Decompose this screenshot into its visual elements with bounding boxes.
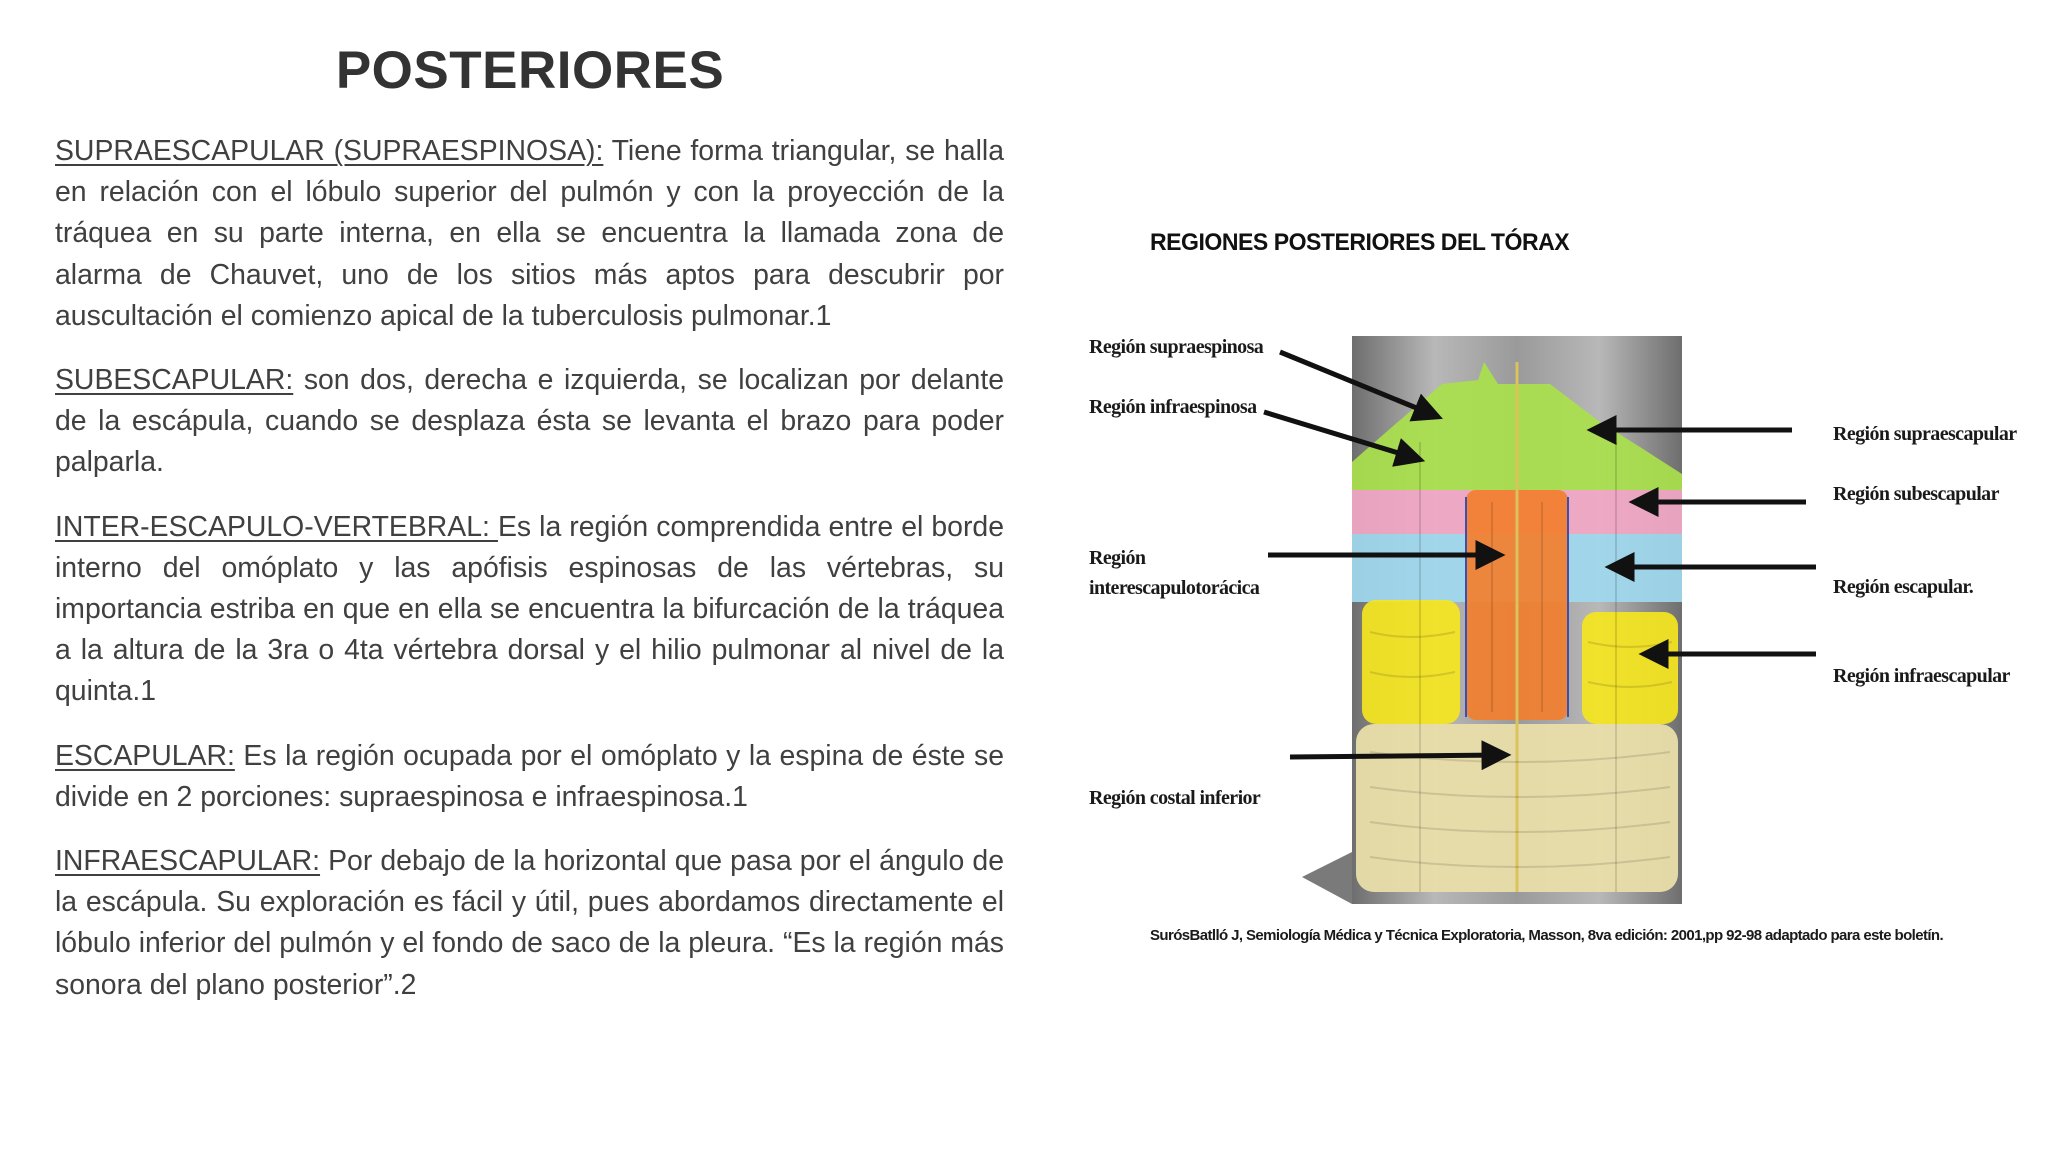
- figure-title: REGIONES POSTERIORES DEL TÓRAX: [1150, 229, 1570, 256]
- region-infraescapular-right: [1582, 612, 1678, 724]
- region-infraescapular-left: [1362, 600, 1460, 724]
- term-subescapular: SUBESCAPULAR:: [55, 364, 294, 397]
- label-escapular: Región escapular.: [1833, 576, 1974, 598]
- text-subescapular: son dos, derecha e izquierda, se localizan por delante de la escápula, cuando se desplaza ésta se levanta el brazo para poder palparla.: [55, 364, 1004, 479]
- label-costal-inferior: Región costal inferior: [1089, 787, 1261, 809]
- section-subescapular: [55, 360, 1004, 484]
- back-photo-shadow: [1302, 852, 1352, 904]
- figure-caption: SurósBatlló J, Semiología Médica y Técnica Exploratoria, Masson, 8va edición: 2001,pp 92-98 adaptado para este boletín.: [1150, 927, 1944, 944]
- section-escapular: [55, 736, 1004, 818]
- text-infraescapular: Por debajo de la horizontal que pasa por el ángulo de la escápula. Su exploración es fácil y útil, pues abordamos directamente el lóbulo inferior del pulmón y el fondo de saco de la pleura. “Es la región más sonora del plano posterior”.2: [55, 845, 1004, 1001]
- section-infraescapular: [55, 841, 1004, 1006]
- text-escapular: Es la región ocupada por el omóplato y la espina de éste se divide en 2 porciones: supraespinosa e infraespinosa.1: [55, 739, 1004, 813]
- arrow-costal-inferior: [1290, 755, 1504, 757]
- text-supraescapular: Tiene forma triangular, se halla en relación con el lóbulo superior del pulmón y con la proyección de la tráquea en su parte interna, en ella se encuentra la llamada zona de alarma de Chauvet, uno de los sitios más aptos para descubrir por auscultación el comienzo apical de la tuberculosis pulmonar.1: [55, 135, 1004, 332]
- label-interescapulotoracica-1: Región: [1089, 547, 1146, 569]
- text-inter-escapulo-vertebral: Es la región comprendida entre el borde interno del omóplato y las apófisis espinosas de las vértebras, su importancia estriba en que en ella se encuentra la bifurcación de la tráquea a la altura de la 3ra o 4ta vértebra dorsal y el hilio pulmonar al nivel de la quinta.1: [55, 510, 1004, 708]
- term-inter-escapulo-vertebral: INTER-ESCAPULO-VERTEBRAL:: [55, 510, 498, 543]
- label-subescapular: Región subescapular: [1833, 483, 1999, 505]
- label-supraescapular: Región supraescapular: [1833, 423, 2017, 445]
- term-escapular: ESCAPULAR:: [55, 739, 235, 772]
- text-column: [55, 131, 1004, 1029]
- label-infraespinosa: Región infraespinosa: [1089, 396, 1257, 418]
- page-title: POSTERIORES: [335, 41, 725, 100]
- term-supraescapular: SUPRAESCAPULAR (SUPRAESPINOSA):: [55, 135, 604, 167]
- label-supraespinosa: Región supraespinosa: [1089, 336, 1264, 358]
- label-infraescapular: Región infraescapular: [1833, 665, 2010, 687]
- section-inter-escapulo-vertebral: [55, 507, 1004, 713]
- term-infraescapular: INFRAESCAPULAR:: [55, 845, 321, 878]
- section-supraescapular: [55, 131, 1004, 337]
- label-interescapulotoracica-2: interescapulotorácica: [1089, 577, 1260, 599]
- thorax-regions-figure: [1080, 212, 2020, 972]
